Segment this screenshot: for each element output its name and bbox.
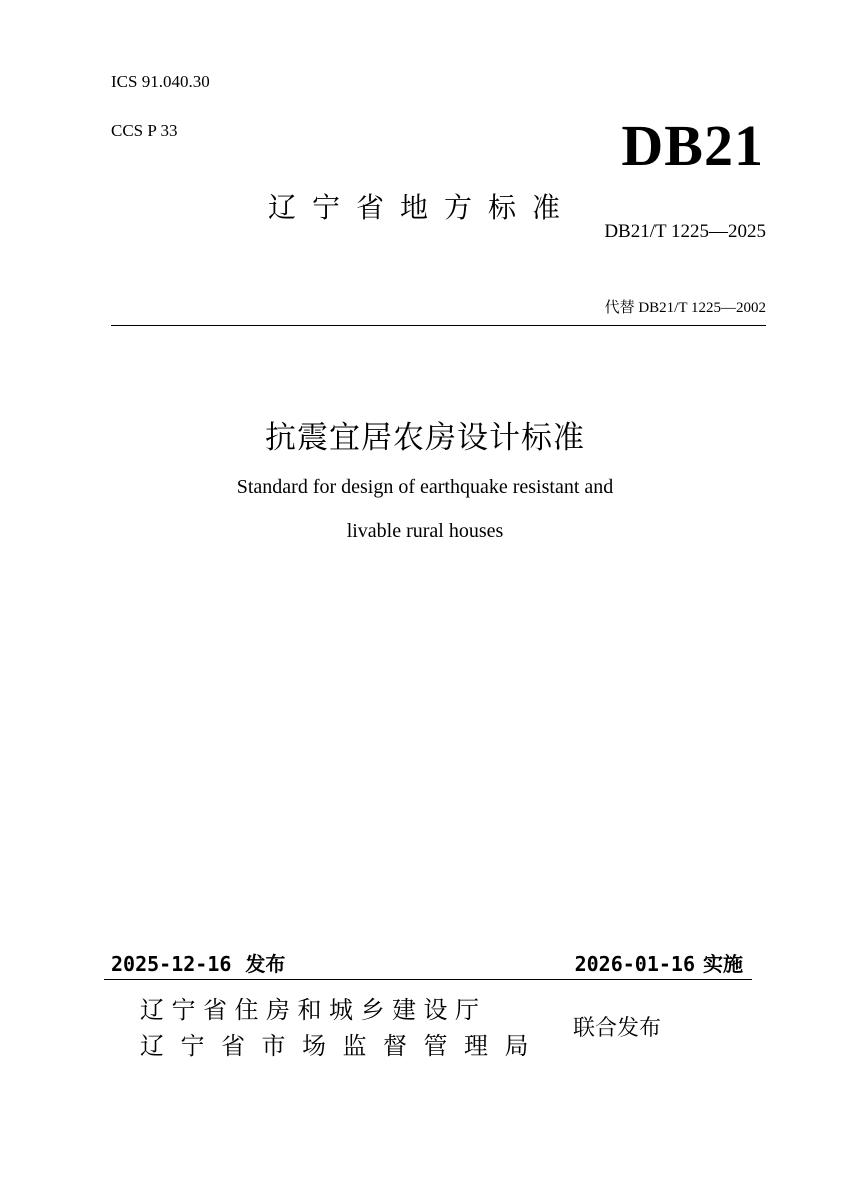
- joint-issue-label: 联合发布: [573, 1016, 662, 1041]
- ics-code: ICS 91.040.30: [111, 72, 210, 91]
- standard-number: DB21/T 1225—2025: [604, 221, 766, 242]
- publish-date-block: [111, 948, 285, 977]
- issuer-housing-department: 辽宁省住房和城乡建设厅: [140, 996, 487, 1024]
- implement-label: 实施: [703, 952, 743, 976]
- standard-category: 辽宁省地方标准: [268, 191, 577, 224]
- header-divider: [111, 325, 766, 326]
- standard-code-mark: DB21: [621, 113, 764, 178]
- publish-label: 发布: [245, 952, 286, 976]
- implement-date: 2026-01-16: [574, 952, 695, 976]
- english-title-line-1: Standard for design of earthquake resistant and: [236, 476, 614, 498]
- publish-date: 2025-12-16: [111, 952, 232, 976]
- footer-divider: [104, 979, 752, 980]
- replaced-standard: 代替 DB21/T 1225—2002: [604, 300, 766, 316]
- english-title-line-2: livable rural houses: [346, 520, 504, 542]
- implement-date-block: [575, 948, 743, 977]
- issuer-market-regulation: 辽宁省市场监督管理局: [140, 1032, 545, 1060]
- ccs-code: CCS P 33: [111, 121, 178, 140]
- document-title: 抗震宜居农房设计标准: [265, 420, 585, 456]
